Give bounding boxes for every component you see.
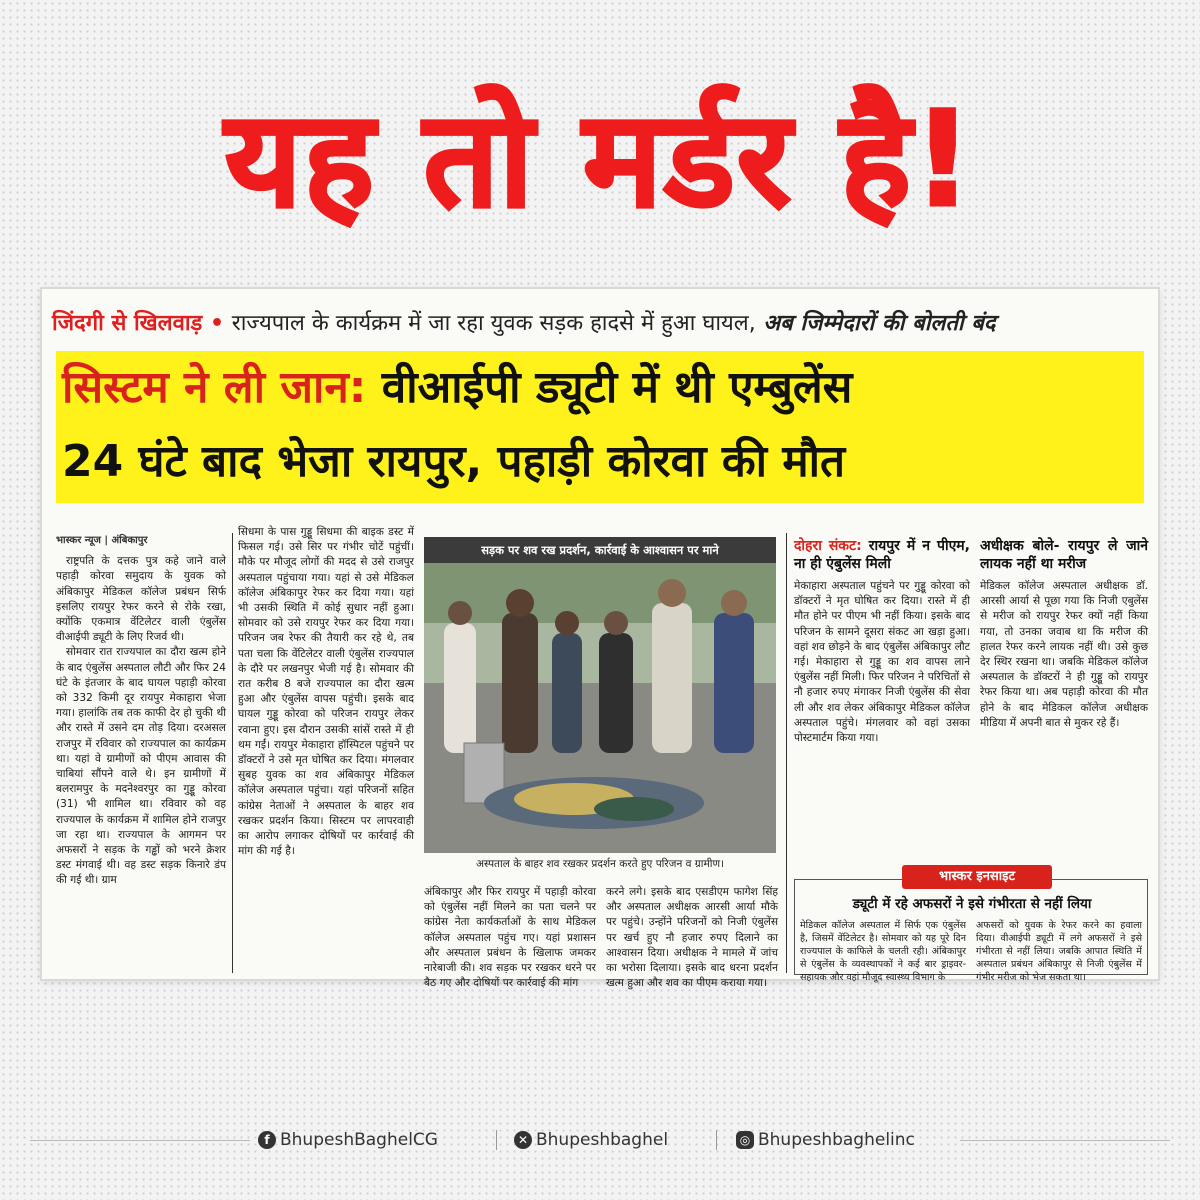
banner-line-1-rest: वीआईपी ड्यूटी में थी एम्बुलेंस <box>381 362 853 413</box>
column-rule <box>786 533 787 973</box>
insight-right <box>976 919 1142 983</box>
below-photo-left-text: अंबिकापुर और फिर रायपुर में पहाड़ी कोरवा को एंबुलेंस नहीं मिलने का पता चलने पर कांग्रेस नेता कार्यकर्ताओं के साथ मेडिकल कॉलेज अस्पताल पहुंच गए। यहां प्रशासन और अस्पताल प्रबंधन के खिलाफ जमकर नारेबाजी की। शव सड़क पर रखकर धरने पर बैठ गए और दोषियों पर कार्रवाई की मांग <box>424 886 596 990</box>
x-label: Bhupeshbaghel <box>536 1130 669 1150</box>
insight-title: ड्यूटी में रहे अफसरों ने इसे गंभीरता से नहीं लिया <box>852 896 1092 912</box>
col1-para-1: राष्ट्रपति के दत्तक पुत्र कहे जाने वाले पहाड़ी कोरवा समुदाय के युवक को अंबिकापुर मेडिकल कॉलेज प्रबंधन सिर्फ इसलिए रायपुर रेफर करने से रोके रखा, क्योंकि एकमात्र वेंटिलेटर वाली एंबुलेंस वीआईपी ड्यूटी के लिए रिजर्व थी। <box>56 555 226 644</box>
social-footer <box>0 1120 1200 1160</box>
below-photo-right-text: करने लगे। इसके बाद एसडीएम फागेश सिंह और अस्पताल अधीक्षक आरसी आर्या मौके पर पहुंचे। उन्होंने परिजनों को निजी एंबुलेंस पर खर्च हुए नौ हजार रुपए दिलाने का आश्वासन दिया। अधीक्षक ने मामले में जांच का भरोसा दिलाया। इसके बाद धरना प्रदर्शन खत्म हुआ और शव का पीएम कराया गया। <box>606 886 778 990</box>
banner-line-2: 24 घंटे बाद भेजा रायपुर, पहाड़ी कोरवा की मौत <box>62 436 846 487</box>
double-crisis-body: मेकाहारा अस्पताल पहुंचने पर गुड्डू कोरवा को डॉक्टरों ने मृत घोषित कर दिया। रास्ते में ही मौत होने पर पीएम भी नहीं किया। इसके बाद परिजन के सामने दूसरा संकट आ खड़ा हुआ। वहां शव छोड़ने के बाद एंबुलेंस अंबिकापुर लौट गई। मेकाहारा से गुड्डू का शव वापस लाने एंबुलेंस नहीं मिली। फिर परिजन ने परिचितों से नौ हजार रुपए मंगाकर निजी एंबुलेंस की सेवा ली और शव लेकर अंबिकापुर मेडिकल कॉलेज अस्पताल पहुंचे। मंगलवार को वहां उसका पोस्टमार्टम किया गया। <box>794 580 970 745</box>
photo-caption-top: सड़क पर शव रख प्रदर्शन, कार्रवाई के आश्वासन पर माने <box>424 537 776 563</box>
insight-left <box>800 919 966 983</box>
insight-right-text: अफसरों को युवक के रेफर करने का हवाला दिया। वीआईपी ड्यूटी में लगे अफसरों ने इसे गंभीरता से नहीं लिया। जबकि आपात स्थिति में अस्पताल प्रबंधन अंबिकापुर से निजी एंबुलेंस में गंभीर मरीज को भेज सकता था। <box>976 920 1142 983</box>
photo-caption-bottom: अस्पताल के बाहर शव रखकर प्रदर्शन करते हुए परिजन व ग्रामीण। <box>475 858 725 870</box>
protest-photo <box>424 563 776 853</box>
banner-line-1-red: सिस्टम ने ली जान: <box>62 362 367 413</box>
x-icon: ✕ <box>514 1131 532 1149</box>
double-crisis-heading-red: दोहरा संकट: <box>794 538 862 554</box>
article-below-photo-left <box>424 885 596 990</box>
footer-separator <box>716 1130 717 1150</box>
protest-photo-illustration <box>424 563 776 853</box>
kicker-text: राज्यपाल के कार्यक्रम में जा रहा युवक सड़क हादसे में हुआ घायल, <box>231 311 756 336</box>
kicker <box>52 307 1152 339</box>
article-column-1 <box>56 533 226 973</box>
headline: यह तो मर्डर है! <box>225 83 975 237</box>
double-crisis-heading-rest: रायपुर में न पीएम, ना ही एंबुलेंस मिली <box>794 538 970 572</box>
column-rule <box>232 533 233 973</box>
col1-para-2: सोमवार रात राज्यपाल का दौरा खत्म होने के बाद एंबुलेंस अस्पताल लौटी और फिर 24 घंटे के इंतजार के बाद घायल पहाड़ी कोरवा को 332 किमी दूर रायपुर मेकाहारा भेजा गया। हालांकि तब तक काफी देर हो चुकी थी और रास्ते में उसने दम तोड़ दिया। दरअसल राजपुर में रविवार को राज्यपाल का कार्यक्रम था। यहां वे ग्रामीणों को पीएम आवास की चाबियां सौंपने वाले थे। इन ग्रामीणों में बलरामपुर के मदनेश्वरपुर का गुड्डू कोरवा (31) भी शामिल था। रविवार को वह राज्यपाल के कार्यक्रम में शामिल होने राजपुर जा रहा था। राज्यपाल के आगमन पर अफसरों ने सड़क के गड्ढों को भरने क्रेशर डस्ट मंगवाई थी। वह डस्ट सड़क किनारे डंप की गई थी। ग्राम <box>56 646 226 887</box>
x-handle[interactable] <box>514 1128 668 1152</box>
article-column-superintendent <box>980 537 1148 861</box>
kicker-tail: अब जिम्मेदारों की बोलती बंद <box>763 311 996 336</box>
insight-tag: भास्कर इनसाइट <box>902 865 1052 889</box>
superintendent-heading: अधीक्षक बोले- रायपुर ले जाने लायक नहीं था मरीज <box>980 538 1148 572</box>
facebook-handle[interactable] <box>258 1128 438 1152</box>
byline: भास्कर न्यूज | अंबिकापुर <box>56 535 148 546</box>
newspaper-clipping <box>42 289 1158 990</box>
footer-line-right <box>960 1140 1170 1141</box>
article-below-photo-right <box>606 885 778 990</box>
kicker-tag: जिंदगी से खिलवाड़ <box>52 311 203 336</box>
facebook-label: BhupeshBaghelCG <box>280 1130 438 1150</box>
news-photo-block <box>424 537 776 877</box>
superintendent-body: मेडिकल कॉलेज अस्पताल अधीक्षक डॉ. आरसी आर्या से पूछा गया कि निजी एबुलेंस से मरीज को रायपुर रेफर क्यों नहीं किया गया, तो उनका जवाब था कि मरीज की हालत रेफर करने लायक नहीं थी। उसे कुछ देर स्थिर रखना था। जबकि मेडिकल कॉलेज अस्पताल के डॉक्टरों ने ही गुड्डू को रायपुर रेफर किया था। अब पहाड़ी कोरवा की मौत होने के बाद मेडिकल कॉलेज अधीक्षक मीडिया में अपनी बात से मुकर रहे हैं। <box>980 580 1148 729</box>
article-column-2 <box>238 525 414 973</box>
footer-separator <box>496 1130 497 1150</box>
kicker-bullet: • <box>209 311 225 336</box>
article-column-double-crisis <box>794 537 970 861</box>
headline-banner <box>56 351 1144 503</box>
insight-left-text: मेडिकल कॉलेज अस्पताल में सिर्फ एक एंबुलेंस है, जिसमें वेंटिलेटर है। सोमवार को यह पूरे दिन राज्यपाल के काफिले के चलती रही। अंबिकापुर से एंबुलेंस के व्यवस्थापकों ने कई बार ड्राइवर-सहायक और वहां मौजूद स्वास्थ्य विभाग के <box>800 920 966 983</box>
instagram-icon: ◎ <box>736 1131 754 1149</box>
footer-line-left <box>30 1140 250 1141</box>
double-crisis-heading <box>794 537 970 573</box>
instagram-label: Bhupeshbaghelinc <box>758 1130 915 1150</box>
instagram-handle[interactable] <box>736 1128 915 1152</box>
col2-para-1: सिधमा के पास गुड्डू सिधमा की बाइक डस्ट में फिसल गई। उसे सिर पर गंभीर चोटें पहुंचीं। मौके पर मौजूद लोगों की मदद से उसे राजपुर अस्पताल पहुंचाया गया। यहां से उसे मेडिकल कॉलेज अंबिकापुर रेफर कर दिया गया। यहां भी उसकी स्थिति में कोई सुधार नहीं हुआ। सोमवार को उसे रायपुर रेफर कर दिया गया। परिजन जब रेफर की तैयारी कर रहे थे, तब पता चला कि वेंटिलेटर वाली एंबुलेंस राज्यपाल के दौरे पर लखनपुर भेजी गई है। सोमवार की रात करीब 8 बजे राज्यपाल का दौरा खत्म हुआ और एंबुलेंस वापस पहुंची। इसके बाद घायल गुड्डू कोरवा को परिजन रायपुर लेकर रवाना हुए। इस दौरान उसकी सांसें रास्ते में ही थम गईं। रायपुर मेकाहारा हॉस्पिटल पहुंचने पर डॉक्टरों ने उसे मृत घोषित कर दिया। मंगलवार सुबह युवक का शव अंबिकापुर मेडिकल कॉलेज अस्पताल पहुंचा। यहां परिजनों सहित कांग्रेस नेताओं ने अस्पताल के बाहर शव रखकर प्रदर्शन किया। सिस्टम पर लापरवाही का आरोप लगाकर दोषियों पर कार्रवाई की मांग की गई है। <box>238 526 414 858</box>
banner-line-1 <box>62 353 1142 423</box>
facebook-icon: f <box>258 1131 276 1149</box>
